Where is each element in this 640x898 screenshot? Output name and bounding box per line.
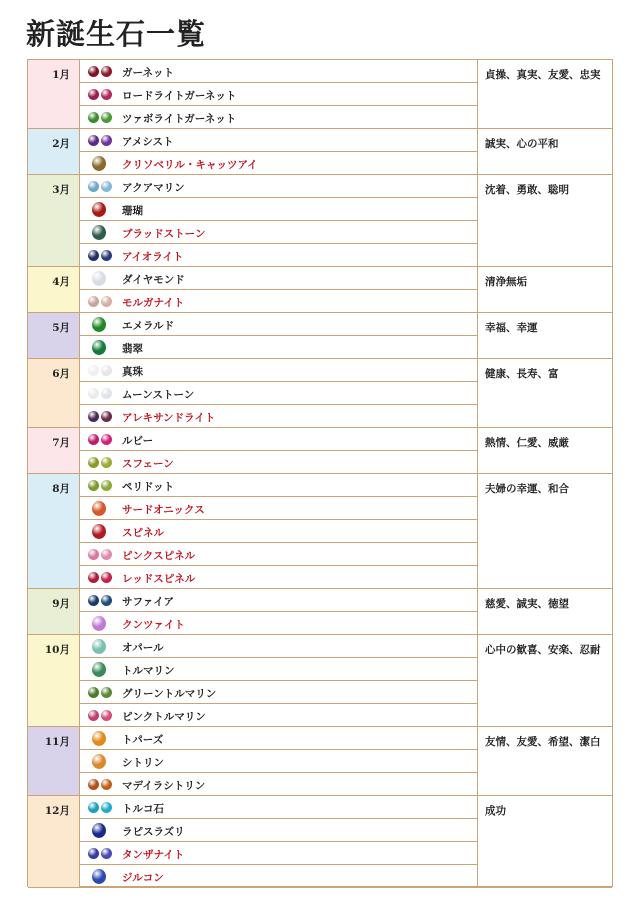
- gem-dot: [88, 595, 99, 606]
- month-label: 8月: [28, 474, 80, 589]
- stone-row: [80, 152, 478, 175]
- stone-row: [80, 819, 478, 842]
- gemstone-photo-icon: [82, 706, 117, 724]
- gem-dot: [101, 595, 112, 606]
- stone-meaning: 誠実、心の平和: [478, 129, 612, 175]
- stone-row: [80, 750, 478, 773]
- gemstone-photo-icon: [82, 315, 117, 333]
- stone-name: アイオライト: [122, 251, 184, 263]
- stone-name: ラピスラズリ: [122, 826, 185, 838]
- stone-name: マデイラシトリン: [122, 780, 206, 792]
- gem-dot: [101, 112, 112, 123]
- gemstone-photo-icon: [82, 683, 117, 701]
- gem-dot: [88, 135, 99, 146]
- gem-dot: [88, 181, 99, 192]
- gemstone-photo-icon: [82, 591, 117, 609]
- stone-name: クンツァイト: [122, 619, 185, 631]
- stone-meaning: 沈着、勇敢、聡明: [478, 175, 612, 267]
- stone-row: [80, 405, 478, 428]
- gem-dot: [101, 710, 112, 721]
- gem-dot: [88, 549, 99, 560]
- gemstone-photo-icon: [82, 223, 117, 241]
- stone-name: ロードライトガーネット: [122, 90, 237, 102]
- stone-name: ダイヤモンド: [122, 274, 185, 286]
- gem-dot: [101, 480, 112, 491]
- gem-dot: [88, 687, 99, 698]
- gemstone-photo-icon: [82, 338, 117, 356]
- gemstone-photo-icon: [82, 614, 117, 632]
- gemstone-photo-icon: [82, 660, 117, 678]
- stone-name: スフェーン: [122, 458, 174, 470]
- gem-dot: [88, 388, 99, 399]
- gem-dot: [101, 411, 112, 422]
- birthstone-table: [27, 59, 613, 887]
- month-label: 10月: [28, 635, 80, 727]
- stone-meaning: 心中の歓喜、安楽、忍耐: [478, 635, 612, 727]
- month-label: 11月: [28, 727, 80, 796]
- gem-dot: [101, 457, 112, 468]
- gemstone-photo-icon: [82, 775, 117, 793]
- gemstone-photo-icon: [82, 269, 117, 287]
- stone-row: [80, 543, 478, 566]
- gem-dot: [92, 501, 106, 516]
- stone-row: [80, 704, 478, 727]
- gemstone-photo-icon: [82, 821, 117, 839]
- month-label: 6月: [28, 359, 80, 428]
- gem-dot: [101, 549, 112, 560]
- gem-dot: [88, 434, 99, 445]
- stone-name: ガーネット: [122, 67, 174, 79]
- gem-dot: [101, 250, 112, 261]
- stone-name: ペリドット: [122, 481, 175, 493]
- gem-dot: [101, 848, 112, 859]
- gem-dot: [92, 731, 106, 746]
- stone-row: [80, 865, 478, 888]
- stone-name: クリソベリル・キャッツアイ: [122, 159, 258, 171]
- stone-meaning: 慈愛、誠実、徳望: [478, 589, 612, 635]
- stone-name: ピンクスピネル: [122, 550, 196, 562]
- stone-name: ピンクトルマリン: [122, 711, 206, 723]
- gem-dot: [92, 156, 106, 171]
- gemstone-photo-icon: [82, 177, 117, 195]
- month-column: [28, 60, 80, 886]
- stone-row: [80, 382, 478, 405]
- stone-name: ツァボライトガーネット: [122, 113, 237, 125]
- gem-dot: [88, 365, 99, 376]
- gem-dot: [92, 869, 106, 884]
- gem-dot: [88, 250, 99, 261]
- stone-name: グリーントルマリン: [122, 688, 217, 700]
- gemstone-photo-icon: [82, 384, 117, 402]
- gem-dot: [101, 89, 112, 100]
- stone-row: [80, 359, 478, 382]
- gem-dot: [88, 572, 99, 583]
- gemstone-photo-icon: [82, 545, 117, 563]
- stone-row: [80, 681, 478, 704]
- gemstone-photo-icon: [82, 200, 117, 218]
- stone-name: ムーンストーン: [122, 389, 195, 401]
- stone-row: [80, 198, 478, 221]
- stone-row: [80, 290, 478, 313]
- gemstone-photo-icon: [82, 798, 117, 816]
- gemstone-photo-icon: [82, 430, 117, 448]
- stone-meaning: 清浄無垢: [478, 267, 612, 313]
- stone-meaning: 貞操、真実、友愛、忠実: [478, 60, 612, 129]
- gem-dot: [92, 524, 106, 539]
- stone-row: [80, 589, 478, 612]
- gem-dot: [88, 848, 99, 859]
- month-label: 2月: [28, 129, 80, 175]
- gemstone-photo-icon: [82, 361, 117, 379]
- gem-dot: [88, 802, 99, 813]
- stone-name: タンザナイト: [122, 849, 185, 861]
- gemstone-photo-icon: [82, 453, 117, 471]
- gem-dot: [88, 89, 99, 100]
- stone-name: アクアマリン: [122, 182, 185, 194]
- stone-meaning: 夫婦の幸運、和合: [478, 474, 612, 589]
- stone-name: サードオニックス: [122, 504, 205, 516]
- gem-dot: [101, 572, 112, 583]
- stone-name: エメラルド: [122, 320, 175, 332]
- month-label: 12月: [28, 796, 80, 888]
- gem-dot: [92, 639, 106, 654]
- stone-meaning: 友情、友愛、希望、潔白: [478, 727, 612, 796]
- stone-name: アメシスト: [122, 136, 174, 148]
- stone-name: オパール: [122, 642, 164, 654]
- gemstone-photo-icon: [82, 85, 117, 103]
- month-label: 1月: [28, 60, 80, 129]
- month-label: 3月: [28, 175, 80, 267]
- gem-dot: [88, 112, 99, 123]
- gemstone-photo-icon: [82, 499, 117, 517]
- gem-dot: [88, 480, 99, 491]
- gem-dot: [92, 823, 106, 838]
- stone-row: [80, 244, 478, 267]
- gem-dot: [101, 365, 112, 376]
- stone-row: [80, 773, 478, 796]
- page-title: 新誕生石一覧: [26, 17, 207, 51]
- stone-row: [80, 635, 478, 658]
- stone-name: アレキサンドライト: [122, 412, 216, 424]
- gemstone-photo-icon: [82, 844, 117, 862]
- gemstone-photo-icon: [82, 108, 117, 126]
- stone-row: [80, 842, 478, 865]
- stone-row: [80, 658, 478, 681]
- stone-row: [80, 83, 478, 106]
- gem-dot: [101, 779, 112, 790]
- stone-row: [80, 60, 478, 83]
- gemstone-photo-icon: [82, 568, 117, 586]
- stone-name: 翡翠: [122, 343, 143, 355]
- stone-meaning: 成功: [478, 796, 612, 888]
- gemstone-photo-icon: [82, 246, 117, 264]
- month-label: 4月: [28, 267, 80, 313]
- month-label: 9月: [28, 589, 80, 635]
- gem-dot: [101, 296, 112, 307]
- stone-name: 真珠: [122, 366, 143, 378]
- stone-row: [80, 612, 478, 635]
- stone-row: [80, 520, 478, 543]
- gem-dot: [92, 662, 106, 677]
- gemstone-photo-icon: [82, 637, 117, 655]
- gemstone-photo-icon: [82, 131, 117, 149]
- stone-name: スピネル: [122, 527, 164, 539]
- gem-dot: [101, 388, 112, 399]
- gemstone-photo-icon: [82, 292, 117, 310]
- gemstone-photo-icon: [82, 62, 117, 80]
- gemstone-photo-icon: [82, 752, 117, 770]
- gem-dot: [88, 411, 99, 422]
- stone-name: 珊瑚: [122, 205, 143, 217]
- gem-dot: [101, 802, 112, 813]
- gem-dot: [92, 202, 106, 217]
- stone-name: トルコ石: [122, 803, 164, 815]
- gem-dot: [88, 710, 99, 721]
- stone-row: [80, 428, 478, 451]
- gemstone-photo-icon: [82, 154, 117, 172]
- stone-name: シトリン: [122, 757, 164, 769]
- stone-name: トルマリン: [122, 665, 175, 677]
- stone-row: [80, 796, 478, 819]
- stone-name: ジルコン: [122, 872, 164, 884]
- stone-row: [80, 727, 478, 750]
- gemstone-photo-icon: [82, 476, 117, 494]
- stone-row: [80, 106, 478, 129]
- gem-dot: [92, 340, 106, 355]
- stone-name: トパーズ: [122, 734, 164, 746]
- gem-dot: [88, 296, 99, 307]
- stone-row: [80, 451, 478, 474]
- month-label: 7月: [28, 428, 80, 474]
- stone-column: [80, 60, 478, 886]
- stone-row: [80, 175, 478, 198]
- gemstone-photo-icon: [82, 867, 117, 885]
- gem-dot: [101, 687, 112, 698]
- stone-name: ブラッドストーン: [122, 228, 206, 240]
- stone-name: モルガナイト: [122, 297, 185, 309]
- gem-dot: [101, 434, 112, 445]
- stone-row: [80, 566, 478, 589]
- stone-row: [80, 267, 478, 290]
- gem-dot: [101, 66, 112, 77]
- stone-meaning: 健康、長寿、富: [478, 359, 612, 428]
- stone-row: [80, 313, 478, 336]
- stone-meaning: 熱情、仁愛、威厳: [478, 428, 612, 474]
- meaning-column: [478, 60, 612, 886]
- month-label: 5月: [28, 313, 80, 359]
- gem-dot: [92, 754, 106, 769]
- gemstone-photo-icon: [82, 407, 117, 425]
- stone-name: サファイア: [122, 596, 174, 608]
- gem-dot: [92, 271, 106, 286]
- gem-dot: [88, 779, 99, 790]
- gem-dot: [92, 225, 106, 240]
- stone-row: [80, 221, 478, 244]
- stone-name: レッドスピネル: [122, 573, 196, 585]
- gemstone-photo-icon: [82, 522, 117, 540]
- gem-dot: [92, 616, 106, 631]
- gemstone-photo-icon: [82, 729, 117, 747]
- stone-row: [80, 474, 478, 497]
- gem-dot: [92, 317, 106, 332]
- gem-dot: [88, 66, 99, 77]
- gem-dot: [101, 135, 112, 146]
- stone-meaning: 幸福、幸運: [478, 313, 612, 359]
- gem-dot: [88, 457, 99, 468]
- stone-row: [80, 129, 478, 152]
- stone-name: ルビー: [122, 435, 154, 447]
- stone-row: [80, 336, 478, 359]
- gem-dot: [101, 181, 112, 192]
- stone-row: [80, 497, 478, 520]
